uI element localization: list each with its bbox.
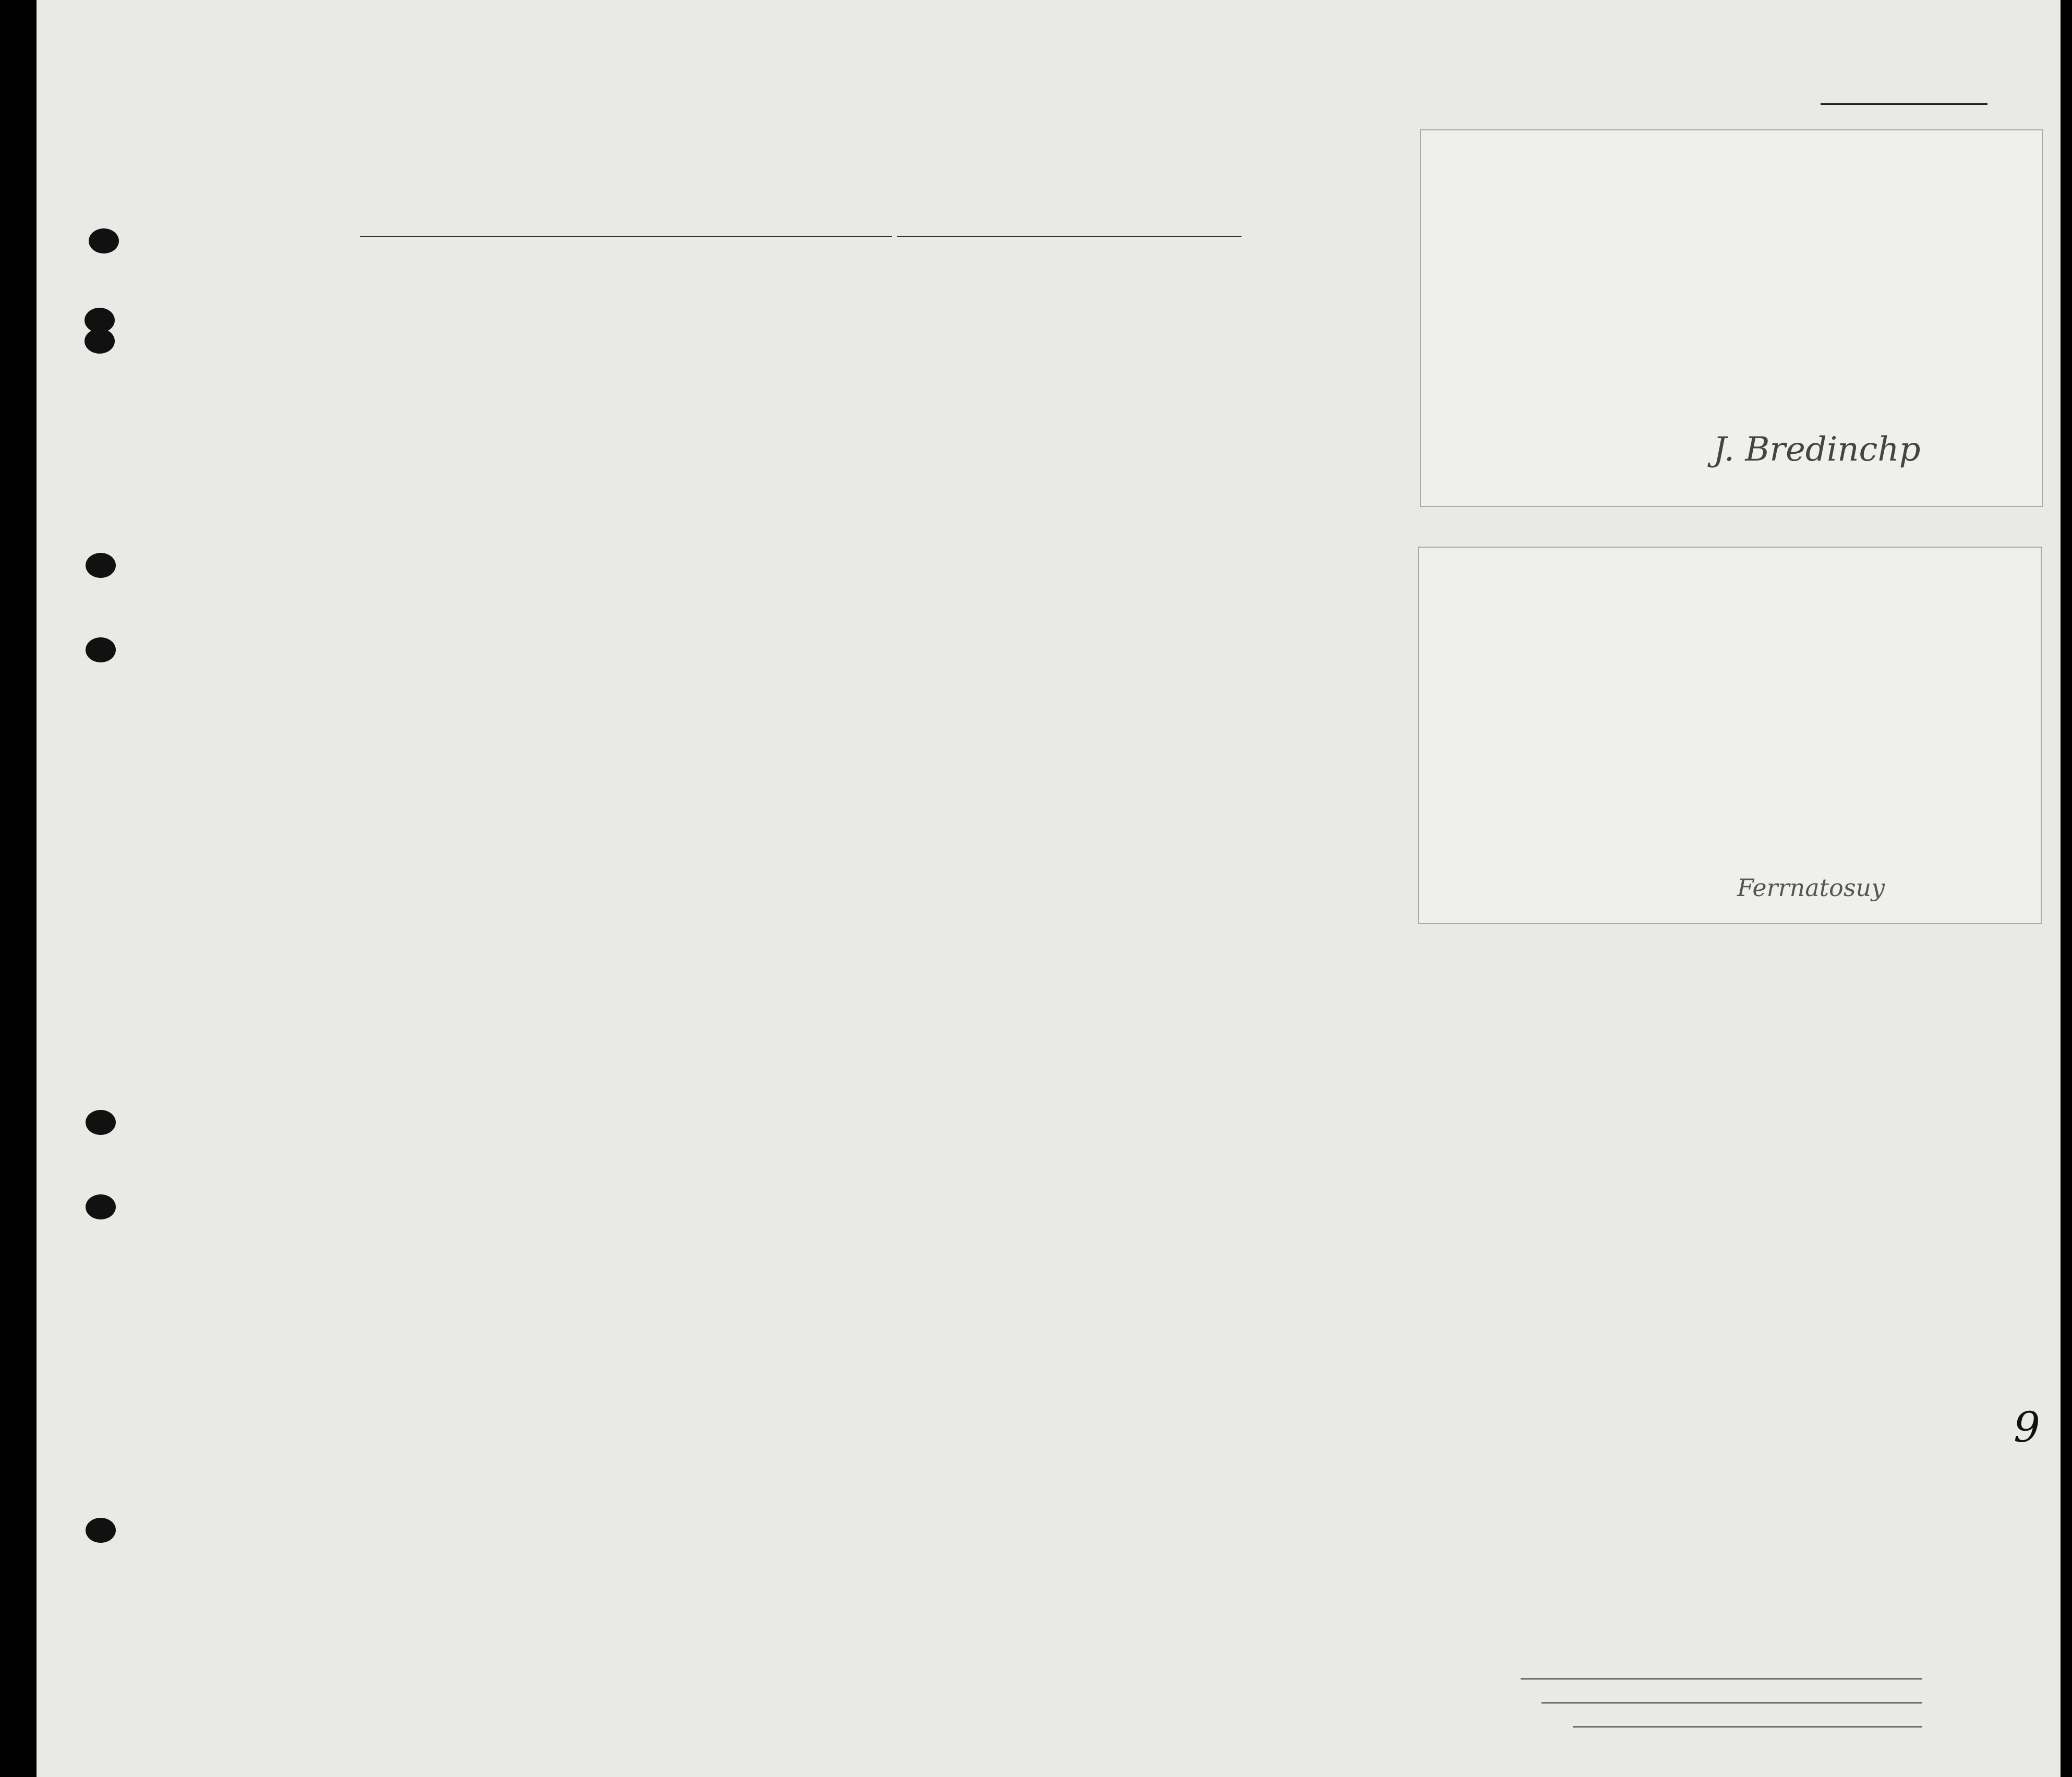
row-number-column: [136, 0, 183, 1777]
temporary-stay-card-2: [1418, 547, 2042, 924]
header-citizen: [1283, 323, 1304, 428]
punch-hole: [89, 228, 119, 253]
header-return: [1234, 323, 1257, 428]
punch-hole: [86, 1110, 116, 1135]
punch-hole: [86, 1518, 116, 1543]
card1-signature: J. Bredinchp: [1713, 430, 1921, 469]
punch-hole: [86, 637, 116, 662]
punch-hole: [85, 329, 115, 354]
punch-hole: [86, 1194, 116, 1219]
footer-line-field[interactable]: [1521, 1678, 1922, 1679]
header-polygamist: [1359, 313, 1380, 422]
header-length-of-time: [1260, 323, 1281, 428]
temporary-stay-card-1: [1420, 129, 2043, 507]
margin-mark: 9: [2014, 1403, 2040, 1452]
header-prison: [1318, 300, 1354, 420]
punch-hole: [86, 553, 116, 578]
manifest-sheet: [37, 0, 2061, 1777]
header-anarchist: [1385, 313, 1406, 422]
header-fifty-dollars: [728, 292, 754, 417]
footer-owners-field[interactable]: [1541, 1702, 1922, 1703]
header-ticket: [600, 292, 626, 417]
card2-signature: Ferrnatosuy: [1737, 874, 1885, 902]
footer-agents-field[interactable]: [1573, 1726, 1922, 1727]
